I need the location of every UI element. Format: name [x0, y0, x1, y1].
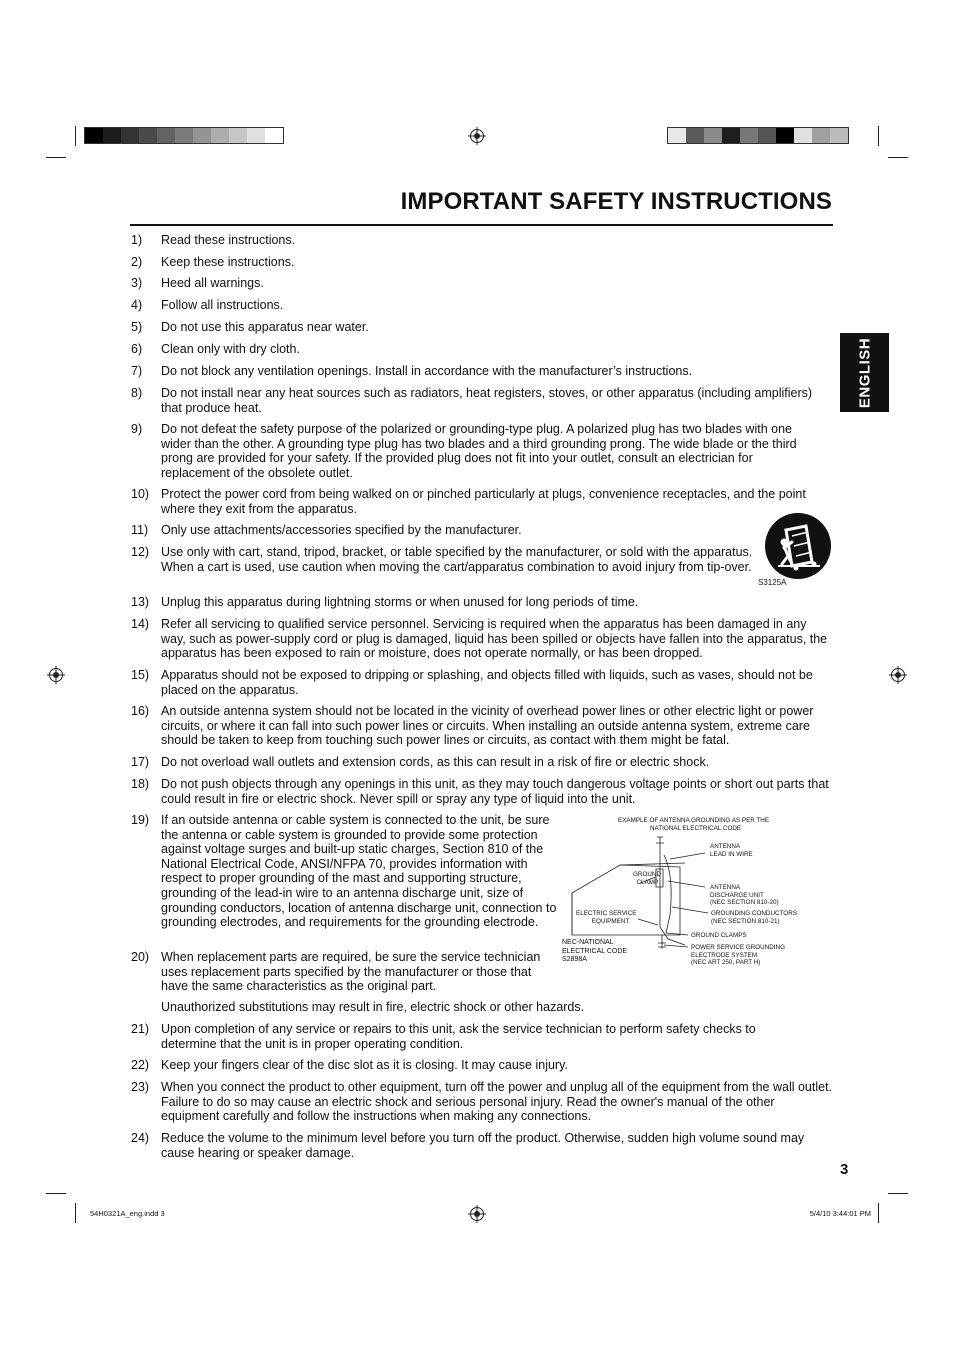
instruction-text: Do not use this apparatus near water. — [161, 320, 369, 334]
instruction-number: 8) — [131, 386, 143, 400]
instruction-text: Clean only with dry cloth. — [161, 342, 300, 356]
instruction-number: 11) — [131, 523, 149, 537]
instruction-text: Refer all servicing to qualified service personnel. Servicing is required when the apparatus has been damaged in any way, such as power-supply cord or plug is damaged, liquid has been spilled or objects have fallen into the apparatus, the apparatus has been exposed to rain or moisture, does not operate normally, or has been dropped. — [161, 617, 828, 661]
instruction-text: Do not defeat the safety purpose of the polarized or grounding-type plug. A polarized plug has two blades with one wider than the other. A grounding type plug has two blades and a third grounding prong. The wide blade or the third prong are provided for your safety. If the provided plug does not fit into your outlet, consult an electrician for replacement of the obsolete outlet. — [161, 422, 797, 480]
instruction-number: 20) — [131, 950, 150, 964]
instruction-text: Protect the power cord from being walked on or pinched particularly at plugs, convenience receptacles, and the point where they exit from the apparatus. — [161, 487, 806, 516]
figure-caption: NATIONAL ELECTRICAL CODE — [650, 825, 742, 832]
registration-mark-left — [49, 668, 63, 682]
color-bar-left — [84, 127, 284, 144]
instruction-text: When replacement parts are required, be sure the service technician uses replacement parts specified by the manufacturer or those that have the same characteristics as the original part. — [161, 950, 541, 994]
label-discharge-unit: ANTENNA DISCHARGE UNIT (NEC SECTION 810-20) — [710, 884, 779, 906]
instruction-text: Keep these instructions. — [161, 255, 295, 269]
instruction-text: Use only with cart, stand, tripod, bracket, or table specified by the manufacturer, or sold with the apparatus. When a cart is used, use caution when moving the cart/apparatus combination to avoid injury from tip-over. — [161, 545, 753, 574]
page-title: IMPORTANT SAFETY INSTRUCTIONS — [400, 188, 832, 215]
label-ground-clamp: GROUND CLAMP — [633, 871, 661, 886]
instruction-number: 5) — [131, 320, 143, 334]
instruction-number: 4) — [131, 298, 143, 312]
instruction-text: Upon completion of any service or repairs to this unit, ask the service technician to perform safety checks to determine that the unit is in proper operating condition. — [161, 1022, 756, 1051]
instruction-number: 14) — [131, 617, 150, 631]
instruction-number: 1) — [131, 233, 143, 247]
instruction-text: Do not overload wall outlets and extension cords, as this can result in a risk of fire or electric shock. — [161, 755, 710, 769]
instruction-text: Unauthorized substitutions may result in fire, electric shock or other hazards. — [161, 1000, 585, 1014]
registration-mark-bottom — [470, 1207, 484, 1221]
instruction-text: Follow all instructions. — [161, 298, 284, 312]
antenna-grounding-diagram — [560, 815, 810, 970]
label-antenna-lead-in: ANTENNA LEAD IN WIRE — [710, 843, 753, 858]
instruction-text: When you connect the product to other equipment, turn off the power and unplug all of the equipment from the wall outlet. Failure to do so may cause an electric shock and serious personal injury. Read the owner's manual of the other equipment carefully and follow the instructions when making any connections. — [161, 1080, 833, 1124]
instruction-number: 24) — [131, 1131, 150, 1145]
instruction-text: Do not install near any heat sources such as radiators, heat registers, stoves, or other apparatus (including amplifiers) that produce heat. — [161, 386, 813, 415]
footer-timestamp: 5/4/10 3:44:01 PM — [809, 1209, 871, 1218]
label-nec: NEC-NATIONAL ELECTRICAL CODE S2898A — [562, 939, 628, 963]
instruction-text: Read these instructions. — [161, 233, 296, 247]
instruction-text: Keep your fingers clear of the disc slot as it is closing. It may cause injury. — [161, 1058, 568, 1072]
instruction-number: 7) — [131, 364, 143, 378]
instruction-text: Do not block any ventilation openings. Install in accordance with the manufacturer’s instructions. — [161, 364, 693, 378]
instruction-number: 12) — [131, 545, 150, 559]
instruction-number: 19) — [131, 813, 150, 827]
instruction-number: 15) — [131, 668, 150, 682]
instruction-number: 22) — [131, 1058, 150, 1072]
instruction-number: 10) — [131, 487, 150, 501]
registration-mark-right — [891, 668, 905, 682]
instruction-number: 18) — [131, 777, 150, 791]
label-grounding-conductors: GROUNDING CONDUCTORS (NEC SECTION 810-21) — [711, 910, 797, 925]
instruction-text: Apparatus should not be exposed to dripping or splashing, and objects filled with liquids, such as vases, should not be placed on the apparatus. — [161, 668, 813, 697]
label-ground-clamps: GROUND CLAMPS — [691, 932, 747, 939]
label-electric-service: ELECTRIC SERVICE EQUIPMENT — [576, 910, 637, 925]
language-tab-label: ENGLISH — [856, 337, 873, 408]
instruction-text: Only use attachments/accessories specified by the manufacturer. — [161, 523, 522, 537]
title-rule — [130, 224, 833, 226]
instruction-text: Unplug this apparatus during lightning storms or when unused for long periods of time. — [161, 595, 639, 609]
footer-filename: 54H0321A_eng.indd 3 — [90, 1209, 165, 1218]
instruction-number: 21) — [131, 1022, 150, 1036]
cart-figure-code: S3125A — [758, 578, 787, 587]
instruction-text: Heed all warnings. — [161, 276, 264, 290]
page-number: 3 — [840, 1161, 849, 1178]
instruction-number: 6) — [131, 342, 143, 356]
instruction-number: 23) — [131, 1080, 150, 1094]
instruction-number: 2) — [131, 255, 143, 269]
color-bar-right — [667, 127, 849, 144]
instruction-text: Reduce the volume to the minimum level before you turn off the product. Otherwise, sudden high volume sound may cause hearing or speaker damage. — [161, 1131, 805, 1160]
instruction-number: 13) — [131, 595, 150, 609]
instruction-number: 16) — [131, 704, 150, 718]
instruction-text: An outside antenna system should not be located in the vicinity of overhead power lines or other electric light or power circuits, or where it can fall into such power lines or circuits. When installing an outside antenna system, extreme care should be taken to keep from touching such power lines or circuits, as contact with them might be fatal. — [161, 704, 814, 748]
instruction-text: If an outside antenna or cable system is connected to the unit, be sure the antenna or cable system is grounded to provide some protection against voltage surges and built-up static charges, Section 810 of the National Electrical Code, ANSI/NFPA 70, provides information with respect to proper grounding of the mast and supporting structure, grounding of the lead-in wire to an antenna discharge unit, size of grounding conductors, location of antenna discharge unit, connection to grounding electrodes, and requirements for the grounding electrode. — [161, 813, 557, 930]
instruction-number: 9) — [131, 422, 143, 436]
instruction-number: 3) — [131, 276, 143, 290]
instruction-number: 17) — [131, 755, 150, 769]
registration-mark-top — [470, 129, 484, 143]
figure-caption: EXAMPLE OF ANTENNA GROUNDING AS PER THE — [618, 817, 770, 824]
cart-tip-over-warning-icon — [762, 512, 834, 580]
label-power-service-grounding: POWER SERVICE GROUNDING ELECTRODE SYSTEM (NEC ART 250, PART H) — [691, 944, 785, 966]
language-tab — [840, 333, 889, 412]
instruction-text: Do not push objects through any openings in this unit, as they may touch dangerous voltage points or short out parts that could result in fire or electric shock. Never spill or spray any type of liquid into the unit. — [161, 777, 829, 806]
